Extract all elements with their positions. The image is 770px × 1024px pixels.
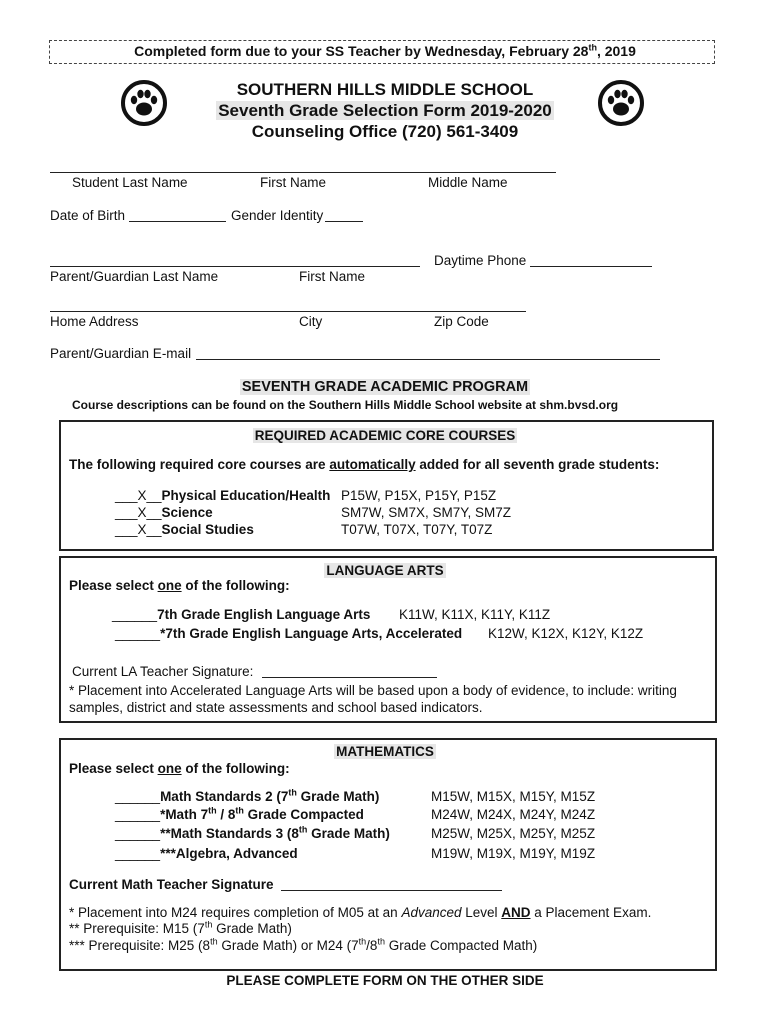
math-note-1: * Placement into M24 requires completion of M05 at an Advanced Level AND a Placement Exam.	[69, 905, 652, 920]
course-name: Science	[161, 505, 213, 520]
zip-code-label: Zip Code	[434, 314, 489, 329]
student-first-name-label: First Name	[260, 175, 327, 190]
gender-label: Gender Identity	[231, 208, 324, 223]
math-option-row	[115, 846, 298, 861]
mathematics-heading: MATHEMATICS	[336, 744, 434, 759]
daytime-phone-label: Daytime Phone	[434, 253, 527, 268]
guardian-email-label: Parent/Guardian E-mail	[50, 346, 192, 361]
core-course-row	[115, 522, 254, 537]
la-select-instruction	[69, 578, 290, 593]
math-option-row	[115, 789, 379, 804]
math-signature-field[interactable]	[281, 890, 502, 891]
math-select-text: Please select	[69, 761, 158, 776]
math-note-3: *** Prerequisite: M25 (8th Grade Math) or M24 (7th/8th Grade Compacted Math)	[69, 936, 538, 953]
core-course-codes: T07W, T07X, T07Y, T07Z	[341, 522, 493, 537]
student-name-line[interactable]	[50, 172, 556, 173]
header-notice-text: Completed form due to your SS Teacher by Wednesday, February 28	[134, 43, 589, 59]
dob-label: Date of Birth	[50, 208, 126, 223]
core-courses-heading: REQUIRED ACADEMIC CORE COURSES	[254, 428, 516, 443]
city-label: City	[299, 314, 323, 329]
math-option-codes: M24W, M24X, M24Y, M24Z	[431, 807, 596, 822]
math-option-codes: M25W, M25X, M25Y, M25Z	[431, 826, 596, 841]
la-option-row	[115, 626, 462, 641]
la-note-line1: * Placement into Accelerated Language Arts will be based upon a body of evidence, to include: writing	[69, 683, 677, 698]
math-option-name: ***Algebra, Advanced	[160, 846, 298, 861]
la-option-name: *7th Grade English Language Arts, Accelerated	[160, 626, 463, 641]
guardian-last-name-label: Parent/Guardian Last Name	[50, 269, 219, 284]
office-phone: Counseling Office (720) 561-3409	[251, 122, 519, 141]
math-option-blank[interactable]: ______	[115, 807, 161, 822]
course-name: Physical Education/Health	[161, 488, 331, 503]
math-select-instruction	[69, 761, 290, 776]
la-option-codes: K12W, K12X, K12Y, K12Z	[488, 626, 644, 641]
student-last-name-label: Student Last Name	[72, 175, 188, 190]
gender-field[interactable]	[325, 221, 363, 222]
guardian-email-field[interactable]	[196, 359, 660, 360]
school-name: SOUTHERN HILLS MIDDLE SCHOOL	[236, 80, 534, 99]
core-course-codes: SM7W, SM7X, SM7Y, SM7Z	[341, 505, 512, 520]
la-select-text: Please select	[69, 578, 158, 593]
program-heading: SEVENTH GRADE ACADEMIC PROGRAM	[241, 379, 529, 395]
math-option-name: *Math 7th / 8th Grade Compacted	[160, 805, 364, 822]
core-course-row	[115, 505, 213, 520]
course-name: Social Studies	[161, 522, 254, 537]
core-intro-emphasis: automatically	[329, 457, 416, 472]
la-note-line2: samples, district and state assessments and school based indicators.	[69, 700, 483, 715]
math-signature-label: Current Math Teacher Signature	[69, 877, 274, 892]
math-option-blank[interactable]: ______	[115, 789, 161, 804]
header-notice-text-end: , 2019	[596, 43, 636, 59]
core-intro-text-end: added for all seventh grade students:	[415, 457, 660, 472]
header-notice	[0, 43, 770, 59]
core-intro	[69, 457, 659, 472]
header-notice-sup: th	[588, 42, 597, 53]
math-option-row	[115, 826, 390, 841]
math-option-name: Math Standards 2 (7th Grade Math)	[160, 787, 380, 804]
program-subheading: Course descriptions can be found on the Southern Hills Middle School website at shm.bvsd.org	[72, 398, 619, 412]
course-mark[interactable]: ___X__	[115, 505, 162, 520]
math-select-text-end: of the following:	[181, 761, 290, 776]
form-title: Seventh Grade Selection Form 2019-2020	[218, 101, 552, 120]
la-option-name: 7th Grade English Language Arts	[157, 607, 371, 622]
guardian-first-name-label: First Name	[299, 269, 366, 284]
language-arts-heading: LANGUAGE ARTS	[326, 563, 444, 578]
la-option-blank[interactable]: ______	[112, 607, 158, 622]
la-signature-label: Current LA Teacher Signature:	[72, 664, 254, 679]
la-select-emphasis: one	[157, 578, 182, 593]
la-option-blank[interactable]: ______	[115, 626, 161, 641]
course-mark[interactable]: ___X__	[115, 488, 162, 503]
core-course-codes: P15W, P15X, P15Y, P15Z	[341, 488, 497, 503]
la-select-text-end: of the following:	[181, 578, 290, 593]
dob-field[interactable]	[129, 221, 226, 222]
math-option-codes: M19W, M19X, M19Y, M19Z	[431, 846, 596, 861]
la-signature-field[interactable]	[262, 677, 437, 678]
student-middle-name-label: Middle Name	[428, 175, 508, 190]
math-option-blank[interactable]: ______	[115, 826, 161, 841]
address-line[interactable]	[50, 311, 526, 312]
math-note-2: ** Prerequisite: M15 (7th Grade Math)	[69, 919, 292, 936]
daytime-phone-field[interactable]	[530, 266, 652, 267]
guardian-name-line[interactable]	[50, 266, 420, 267]
math-option-row	[115, 807, 364, 822]
la-option-row	[112, 607, 370, 622]
course-mark[interactable]: ___X__	[115, 522, 162, 537]
core-intro-text: The following required core courses are	[69, 457, 330, 472]
math-option-codes: M15W, M15X, M15Y, M15Z	[431, 789, 596, 804]
footer-note: PLEASE COMPLETE FORM ON THE OTHER SIDE	[226, 973, 544, 988]
math-option-blank[interactable]: ______	[115, 846, 161, 861]
home-address-label: Home Address	[50, 314, 139, 329]
math-select-emphasis: one	[157, 761, 182, 776]
math-option-name: **Math Standards 3 (8th Grade Math)	[160, 824, 390, 841]
la-option-codes: K11W, K11X, K11Y, K11Z	[399, 607, 551, 622]
core-course-row	[115, 488, 330, 503]
